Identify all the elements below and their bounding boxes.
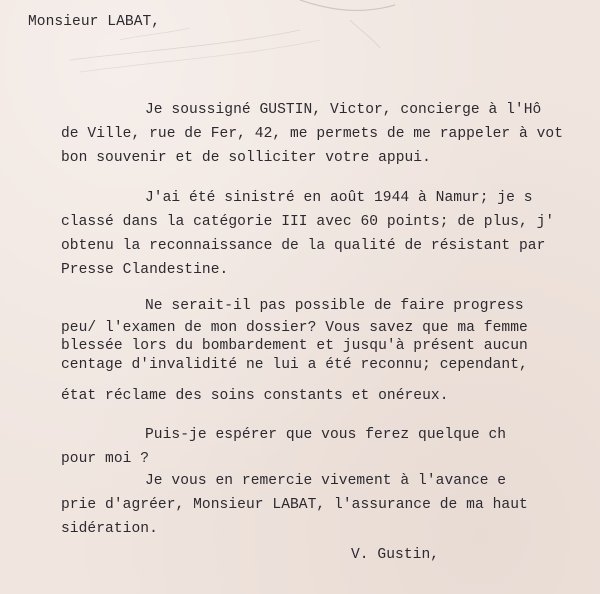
paragraph-3-line-4: centage d'invalidité ne lui a été reconnu; cependant, bbox=[61, 357, 528, 373]
paragraph-4-line-1: Puis-je espérer que vous ferez quelque ch bbox=[145, 427, 507, 443]
paragraph-3-line-5: état réclame des soins constants et onéreux. bbox=[61, 388, 449, 404]
paragraph-2-line-4: Presse Clandestine. bbox=[61, 262, 229, 278]
paragraph-5-line-2: prie d'agréer, Monsieur LABAT, l'assurance de ma haut bbox=[61, 497, 528, 513]
paragraph-2-line-3: obtenu la reconnaissance de la qualité de résistant par bbox=[61, 238, 546, 254]
paragraph-3-line-1: Ne serait-il pas possible de faire progress bbox=[145, 298, 524, 314]
paragraph-3-line-2: peu/ l'examen de mon dossier? Vous savez que ma femme bbox=[61, 320, 528, 336]
paragraph-5-line-1: Je vous en remercie vivement à l'avance e bbox=[145, 473, 507, 489]
paragraph-4-line-2: pour moi ? bbox=[61, 451, 150, 467]
paragraph-1-line-1: Je soussigné GUSTIN, Victor, concierge à l'Hô bbox=[145, 102, 542, 118]
paragraph-2-line-1: J'ai été sinistré en août 1944 à Namur; je s bbox=[145, 190, 533, 206]
paragraph-5-line-3: sidération. bbox=[61, 521, 158, 537]
paragraph-3-line-3: blessée lors du bombardement et jusqu'à présent aucun bbox=[61, 338, 528, 354]
paragraph-2-line-2: classé dans la catégorie III avec 60 points; de plus, j' bbox=[61, 214, 555, 230]
salutation: Monsieur LABAT, bbox=[28, 14, 161, 30]
paragraph-1-line-3: bon souvenir et de solliciter votre appui. bbox=[61, 150, 431, 166]
signature: V. Gustin, bbox=[351, 547, 440, 563]
paragraph-1-line-2: de Ville, rue de Fer, 42, me permets de me rappeler à vot bbox=[61, 126, 564, 142]
